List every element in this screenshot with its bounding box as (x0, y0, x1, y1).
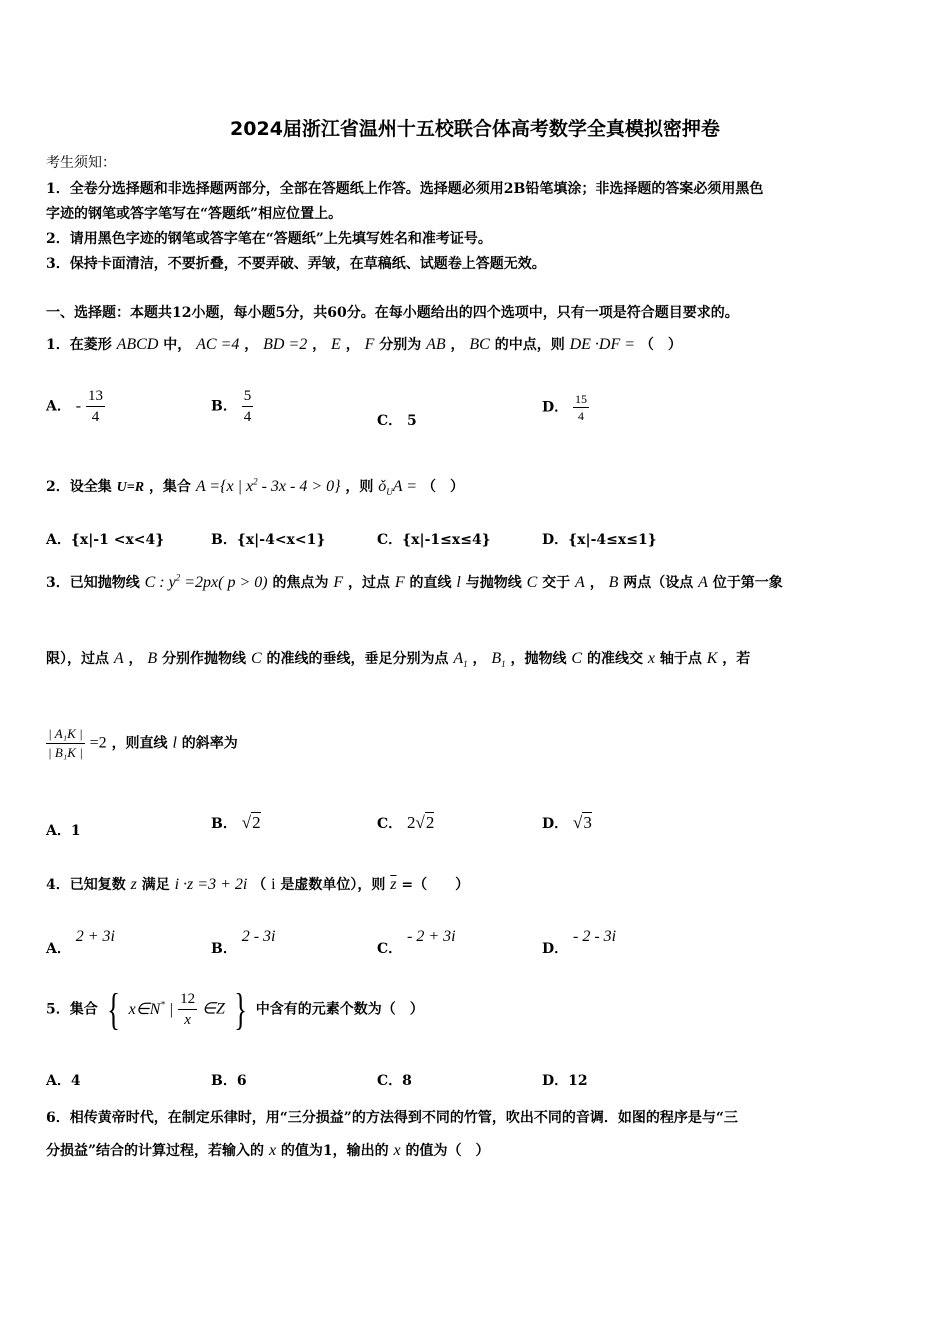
q2-math: A = (392, 478, 418, 495)
q3-text: ，若 (722, 651, 751, 667)
notice-item-3: 3．保持卡面清洁，不要折叠，不要弄破、弄皱，在草稿纸、试题卷上答题无效。 (46, 256, 546, 272)
q3-text: ， (128, 651, 143, 667)
q3-math: B (491, 650, 502, 667)
q2-text: （ ） (421, 479, 464, 495)
q3-text: 的斜率为 (181, 735, 238, 752)
q4-option-c[interactable] (377, 928, 456, 958)
left-brace: { (106, 985, 120, 1034)
q3-text: 限），过点 (46, 651, 109, 667)
q3-text: 3．已知抛物线 (46, 575, 140, 591)
q5-option-b[interactable]: B．6 (211, 1073, 247, 1089)
q4-text: （ (252, 877, 267, 893)
q1-text: （ ） (639, 337, 682, 353)
q1-math: ABCD (116, 336, 159, 353)
q2-text: ，则 (345, 479, 374, 495)
q1-math: E (331, 336, 341, 353)
radicand: 2 (252, 813, 261, 832)
q3-math: A (113, 650, 124, 667)
q1-b-fraction (242, 386, 254, 427)
q1-option-d[interactable] (542, 391, 589, 424)
option-label: B． (211, 816, 237, 832)
numerator: | A₁K | (46, 725, 85, 744)
q2-option-c[interactable]: C．{x|-1≤x≤4} (377, 532, 491, 548)
q3-text: 的焦点为 (272, 575, 329, 591)
q3-math: F (394, 574, 405, 591)
q3-text: ， (472, 651, 487, 667)
q1-text: ， (244, 337, 259, 353)
denominator: 4 (91, 409, 100, 425)
q5-set (129, 1001, 174, 1018)
q6-text: 的值为1，输出的 (280, 1143, 389, 1159)
q5-fraction (178, 989, 197, 1030)
q6-math: x (393, 1142, 401, 1159)
question-1 (46, 334, 682, 354)
q3-math: B (147, 650, 158, 667)
q5-math: ∈Z (202, 1000, 225, 1018)
q5-text: 中含有的元素个数为（ ） (255, 1001, 424, 1018)
q3-text: 位于第一象 (712, 575, 783, 591)
q4-conjugate: $\overline{z}$ (390, 876, 397, 893)
numerator: 15 (575, 392, 588, 406)
q2-set-part: A ={x | x (195, 478, 254, 495)
q3-math: x (647, 650, 655, 667)
q2-option-d[interactable]: D．{x|-4≤x≤1} (542, 532, 657, 548)
q1-option-a[interactable] (46, 386, 105, 427)
q2-option-a[interactable]: A．{x|-1 <x<4} (46, 532, 165, 548)
right-brace: } (233, 985, 247, 1034)
option-label: B． (211, 398, 237, 415)
q3-math: C (250, 650, 262, 667)
q3-a1 (453, 650, 468, 670)
denominator: x (184, 1012, 191, 1028)
q5-option-a[interactable]: A．4 (46, 1073, 81, 1089)
superscript: * (160, 999, 165, 1010)
q3-b1 (491, 650, 506, 670)
q2-complement (378, 478, 418, 498)
q3-math: B (608, 574, 619, 591)
q1-text: ， (312, 337, 327, 353)
q3-math: =2 (89, 734, 107, 752)
complement-symbol: ǒ (378, 478, 387, 495)
notice-item-2: 2．请用黑色字迹的钢笔或答字笔在“答题纸”上先填写姓名和准考证号。 (46, 231, 492, 247)
numerator: 13 (86, 386, 105, 407)
q3-text: 两点（设点 (623, 575, 694, 591)
q3-option-b[interactable] (211, 813, 261, 833)
q3-math: K (706, 650, 718, 667)
notice-item-1-cont: 字迹的钢笔或答字笔写在“答题纸”相应位置上。 (46, 206, 343, 222)
q3-math: A (453, 650, 464, 667)
option-label: D． (542, 941, 569, 957)
q1-math: BD =2 (263, 336, 308, 353)
question-6-line-1: 6．相传黄帝时代，在制定乐律时，用“三分损益”的方法得到不同的竹管，吹出不同的音调．如图的程序是与“三 (46, 1110, 738, 1126)
q1-text: 中， (163, 337, 192, 353)
q3-math: F (333, 574, 344, 591)
denominator: 4 (243, 409, 252, 425)
q3-text: 分别作抛物线 (162, 651, 247, 667)
option-label: C． (377, 941, 403, 957)
q1-math: AB (426, 336, 446, 353)
q1-text: 的中点，则 (494, 337, 565, 353)
q1-text: 分别为 (379, 337, 422, 353)
q1-a-sign: - (75, 397, 82, 415)
q4-option-d[interactable] (542, 928, 616, 958)
exponent: 2 (253, 476, 258, 487)
q5-math: | (164, 1000, 174, 1018)
q3-math: l (172, 734, 177, 752)
q4-text: 是虚数单位），则 (280, 877, 386, 893)
q1-option-c[interactable] (377, 410, 417, 430)
q4-text: 4．已知复数 (46, 877, 126, 893)
q3-text: 的准线的垂线，垂足分别为点 (266, 651, 449, 667)
q3-text: 与抛物线 (465, 575, 522, 591)
option-value: 2 - 3i (241, 928, 276, 945)
q1-d-fraction (573, 391, 589, 424)
option-label: B． (211, 941, 237, 957)
subscript: 1 (501, 659, 506, 670)
q1-math: AC =4 (196, 336, 240, 353)
q6-math: x (268, 1142, 277, 1159)
option-label: A． (46, 398, 71, 415)
q2-math: U=R (116, 480, 145, 495)
subscript: 1 (463, 659, 468, 670)
q3-parabola (145, 574, 268, 591)
q3-b-sqrt: √2 (241, 813, 261, 832)
option-label: D． (542, 816, 569, 832)
q5-option-d[interactable]: D．12 (542, 1073, 588, 1089)
q4-text: =（ ） (401, 877, 470, 893)
q3-text: ，过点 (348, 575, 390, 591)
q1-option-b[interactable] (211, 386, 253, 427)
q3-ratio-fraction (46, 725, 85, 762)
denominator: | B₁K | (48, 745, 83, 760)
q3-text: ， (589, 575, 604, 591)
q6-text: 的值为（ ） (405, 1143, 490, 1159)
q5-math: x∈N (128, 1000, 161, 1018)
section-heading: 一、选择题：本题共12小题，每小题5分，共60分。在每小题给出的四个选项中，只有一项是符合题目要求的。 (46, 305, 739, 321)
q3-c-sqrt: 2√2 (407, 813, 435, 832)
option-label: D． (542, 399, 569, 416)
q4-math: i ·z =3 + 2i (174, 876, 248, 893)
q3-math: A (698, 574, 708, 591)
question-3-line-3 (46, 725, 238, 762)
q1-a-fraction (86, 386, 105, 427)
q2-set-part: - 3x - 4 > 0} (257, 478, 341, 495)
question-5 (46, 984, 424, 1035)
q3-math: C : y (144, 574, 176, 591)
q4-option-b[interactable] (211, 928, 276, 958)
q3-math: =2px( p > 0) (180, 574, 268, 591)
radicand: 2 (425, 813, 435, 832)
q3-text: ，则直线 (111, 735, 168, 752)
q1-text: ， (345, 337, 360, 353)
coefficient: 2 (407, 813, 416, 832)
question-6-line-2 (46, 1140, 490, 1160)
option-label: A． (46, 941, 71, 957)
radicand: 3 (583, 813, 592, 832)
option-value: - 2 - 3i (573, 928, 617, 945)
q3-text: 交于 (542, 575, 571, 591)
q1-math: F (364, 336, 375, 353)
question-3-line-2 (46, 648, 750, 669)
q3-option-c[interactable] (377, 813, 434, 833)
q2-option-b[interactable]: B．{x|-4<x<1} (211, 532, 326, 548)
q1-math: BC (469, 336, 490, 353)
q4-math: z (130, 876, 137, 893)
q5-option-c[interactable]: C．8 (377, 1073, 412, 1089)
option-value: 2 + 3i (75, 928, 115, 945)
option-value: - 2 + 3i (407, 928, 456, 945)
option-label: C． (377, 816, 403, 832)
option-value: 5 (407, 413, 417, 429)
q1-math: DE ·DF = (569, 336, 636, 353)
q3-d-sqrt: √3 (573, 813, 592, 832)
question-4 (46, 874, 469, 894)
exponent: 2 (175, 572, 181, 583)
page-title: 2024届浙江省温州十五校联合体高考数学全真模拟密押卷 (230, 118, 720, 140)
subscript: U (386, 487, 393, 498)
notice-item-1: 1．全卷分选择题和非选择题两部分，全部在答题纸上作答。选择题必须用2B铅笔填涂；非选择题的答案必须用黑色 (46, 181, 764, 197)
question-2 (46, 476, 464, 497)
notice-heading: 考生须知： (46, 155, 116, 171)
q2-text: 2．设全集 (46, 479, 112, 495)
q1-text: 1．在菱形 (46, 337, 112, 353)
q3-math: l (456, 574, 461, 591)
q3-math: C (571, 650, 583, 667)
q1-text: ， (450, 337, 465, 353)
q4-option-a[interactable] (46, 928, 115, 958)
q2-set-a (196, 478, 341, 495)
numerator: 5 (242, 386, 254, 407)
q3-text: 轴于点 (659, 651, 702, 667)
q4-text: 满足 (141, 877, 170, 893)
q3-math: A (575, 574, 585, 591)
option-label: C． (377, 413, 403, 429)
question-3-line-1 (46, 572, 783, 592)
denominator: 4 (578, 409, 585, 423)
numerator: 12 (178, 989, 197, 1010)
q3-math: C (526, 574, 538, 591)
q4-math: i (271, 876, 276, 893)
q6-text: 分损益”结合的计算过程，若输入的 (46, 1143, 265, 1159)
q3-option-a[interactable]: A．1 (46, 823, 81, 839)
q3-option-d[interactable] (542, 813, 592, 833)
q3-text: 的准线交 (586, 651, 643, 667)
q5-text: 5．集合 (46, 1001, 98, 1018)
q3-text: 的直线 (409, 575, 452, 591)
q3-text: ，抛物线 (510, 651, 567, 667)
q2-text: ，集合 (148, 479, 191, 495)
